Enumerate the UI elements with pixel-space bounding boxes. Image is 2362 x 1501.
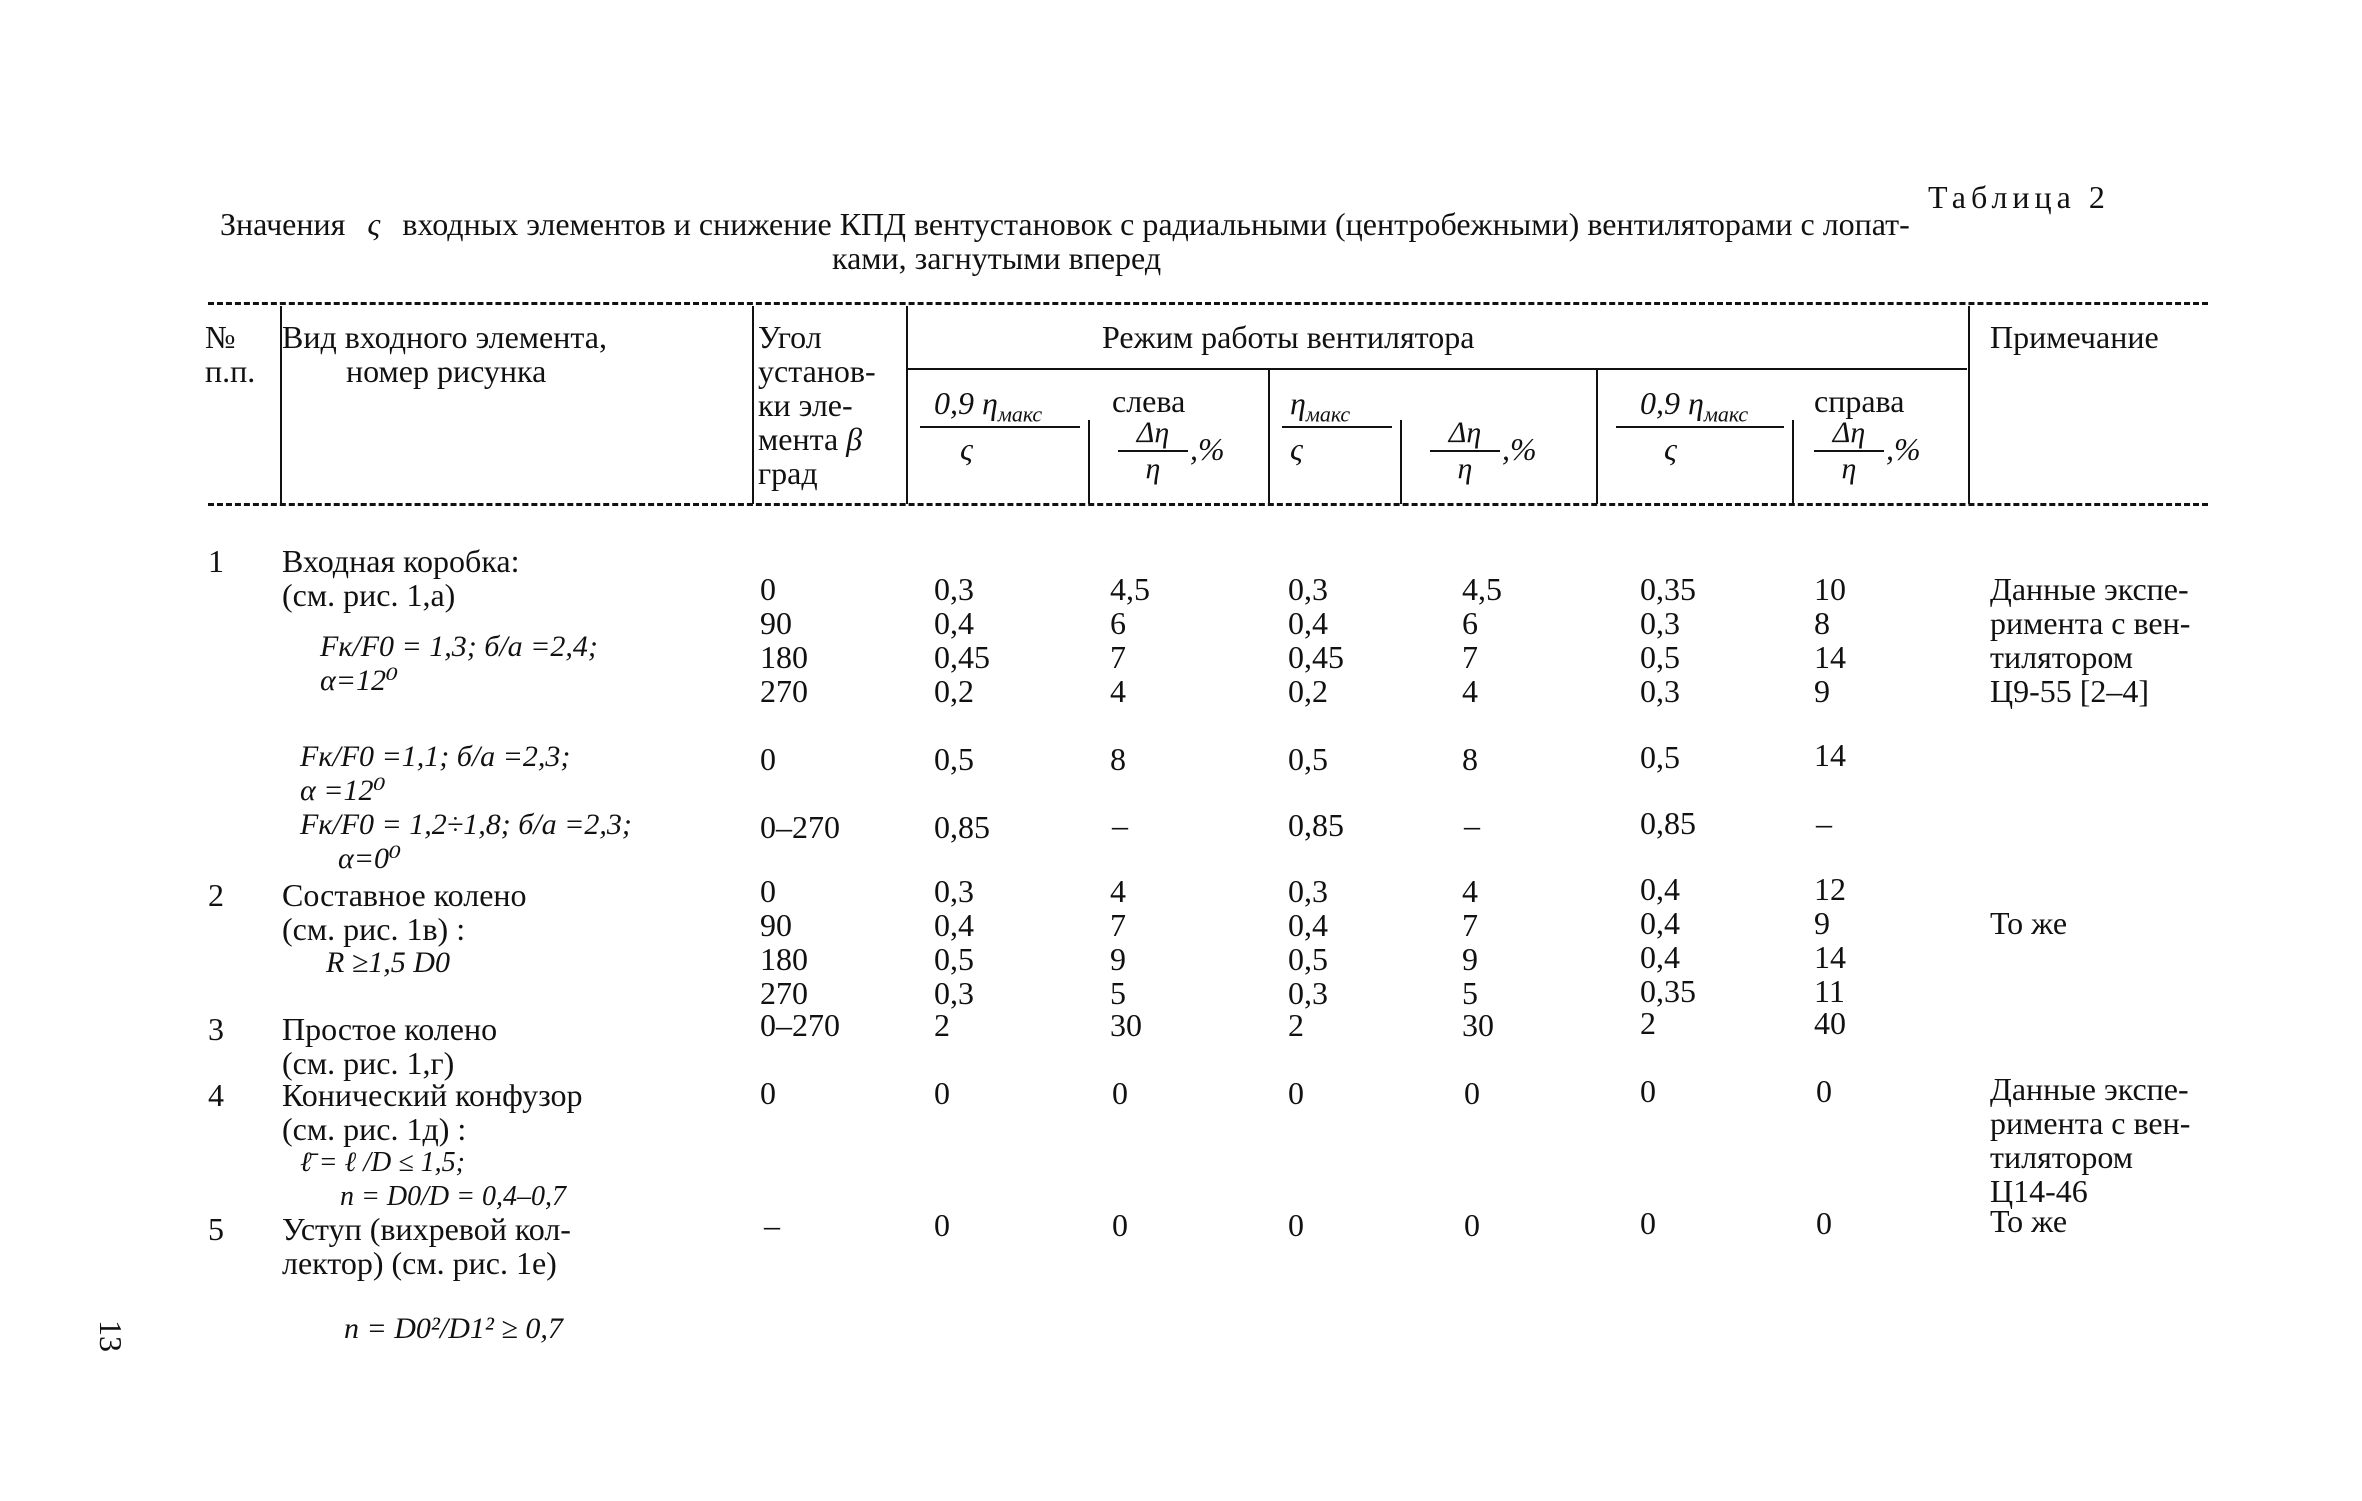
row1-d1-c: 7 — [1110, 639, 1126, 675]
row1-d2-b: 6 — [1462, 605, 1478, 641]
row4-note-line2: римента с вен- — [1990, 1105, 2191, 1141]
row2-c3-b: 0,4 — [1640, 905, 1680, 941]
row1c-d1: – — [1112, 807, 1128, 843]
row1-formula-1: Fк/F0 = 1,3; б/а =2,4; — [320, 630, 598, 663]
row2-d3 — [1814, 872, 1846, 1008]
row1b-c1: 0,5 — [934, 741, 974, 777]
row3-d2: 30 — [1462, 1007, 1494, 1043]
group1-eta-sub: макс — [997, 401, 1043, 427]
row2-name-line2: (см. рис. 1в) : — [282, 911, 466, 947]
group1-eta-den: η — [1145, 452, 1161, 485]
row1-c2-a: 0,3 — [1288, 571, 1328, 607]
row5-name-line2: лектор) (см. рис. 1е) — [282, 1245, 557, 1281]
table-top-rule — [208, 302, 2208, 305]
row4-note-line4: Ц14-46 — [1990, 1173, 2088, 1209]
group2-eta-bar — [1282, 426, 1392, 428]
row2-note: То же — [1990, 905, 2068, 941]
row1-name — [282, 544, 519, 612]
group1-delta: Δη — [1136, 416, 1170, 449]
group1-delta-frac — [1118, 418, 1188, 484]
row1b-angle: 0 — [760, 741, 776, 777]
table-caption-line2: ками, загнутыми вперед — [832, 240, 1162, 276]
row4-formula-2: n = D0/D = 0,4–0,7 — [340, 1181, 567, 1212]
group3-eta-den: η — [1841, 452, 1857, 485]
row1-angle-a: 0 — [760, 571, 776, 607]
group2-eta: η — [1290, 385, 1306, 421]
row1-formula-2: α=12⁰ — [320, 664, 399, 697]
col-sep-2 — [752, 306, 754, 504]
row2-d2-c: 9 — [1462, 941, 1478, 977]
row1-d1-d: 4 — [1110, 673, 1126, 709]
row1-note-line1: Данные экспе- — [1990, 571, 2189, 607]
header-angle — [758, 320, 876, 490]
header-type-line1: Вид входного элемента, — [282, 319, 607, 355]
row3-d1: 30 — [1110, 1007, 1142, 1043]
row3-num: 3 — [208, 1011, 224, 1047]
row4-num: 4 — [208, 1077, 224, 1113]
group1-eta: 0,9 η — [934, 385, 998, 421]
row1-c3 — [1640, 572, 1696, 708]
row2-angle-c: 180 — [760, 941, 808, 977]
row1-d2 — [1462, 572, 1502, 708]
header-num-line1: № — [205, 319, 236, 355]
group3-sigma: ς — [1664, 431, 1677, 467]
row1-c1-d: 0,2 — [934, 673, 974, 709]
group3-delta: Δη — [1832, 416, 1866, 449]
group3-delta-frac — [1814, 418, 1884, 484]
row1-c1-a: 0,3 — [934, 571, 974, 607]
group2-sigma: ς — [1290, 431, 1303, 467]
row2-num: 2 — [208, 877, 224, 913]
row1-c3-a: 0,35 — [1640, 571, 1696, 607]
row2-c3-a: 0,4 — [1640, 871, 1680, 907]
group1-side: слева — [1112, 383, 1186, 419]
row1-d1-a: 4,5 — [1110, 571, 1150, 607]
row1-c1 — [934, 572, 990, 708]
row1-d1-b: 6 — [1110, 605, 1126, 641]
row2-c1 — [934, 874, 974, 1010]
col-sep-6 — [1268, 370, 1270, 504]
row1b-formula-2: α =12⁰ — [300, 774, 386, 807]
row5-formula: n = D0²/D1² ≥ 0,7 — [344, 1312, 563, 1345]
group2-delta: Δη — [1448, 416, 1482, 449]
row1-d1 — [1110, 572, 1150, 708]
header-type-line2: номер рисунка — [346, 353, 547, 389]
table-label: Таблица 2 — [1928, 179, 2110, 215]
row4-name-line1: Конический конфузор — [282, 1077, 583, 1113]
row5-name — [282, 1212, 571, 1280]
row2-name — [282, 878, 527, 946]
group1-eta-bar — [920, 426, 1080, 428]
row1-d3-d: 9 — [1814, 673, 1830, 709]
row2-d1-a: 4 — [1110, 873, 1126, 909]
row1c-c1: 0,85 — [934, 809, 990, 845]
row4-name-line2: (см. рис. 1д) : — [282, 1111, 467, 1147]
caption-rest: входных элементов и снижение КПД вентустановок с радиальными (центробежными) вентиляторами с лопат- — [402, 206, 1910, 242]
row1b-d3: 14 — [1814, 737, 1846, 773]
row1b-formulas — [300, 740, 570, 808]
col-sep-5 — [1088, 420, 1090, 504]
header-mode: Режим работы вентилятора — [1102, 319, 1475, 355]
col-sep-9 — [1792, 420, 1794, 504]
row1c-d2: – — [1464, 807, 1480, 843]
row3-c3: 2 — [1640, 1005, 1656, 1041]
row1c-d3: – — [1816, 805, 1832, 841]
row1-note-line4: Ц9-55 [2–4] — [1990, 673, 2150, 709]
row2-d1-c: 9 — [1110, 941, 1126, 977]
group1-eta-label — [934, 386, 1042, 431]
row5-d2: 0 — [1464, 1207, 1480, 1243]
header-num-line2: п.п. — [205, 353, 256, 389]
row1b-d2: 8 — [1462, 741, 1478, 777]
row1c-formula-2: α=0⁰ — [338, 842, 402, 875]
header-type — [282, 320, 607, 388]
row2-formula: R ≥1,5 D0 — [326, 946, 450, 979]
row2-angle-b: 90 — [760, 907, 792, 943]
sub-header-rule — [907, 368, 1967, 370]
row4-formulas — [300, 1146, 566, 1214]
row1-c3-d: 0,3 — [1640, 673, 1680, 709]
row3-c1: 2 — [934, 1007, 950, 1043]
row1-name-line2: (см. рис. 1,а) — [282, 577, 456, 613]
row1b-c2: 0,5 — [1288, 741, 1328, 777]
row2-d1-d: 5 — [1110, 975, 1126, 1011]
row1-d3-a: 10 — [1814, 571, 1846, 607]
row2-d2 — [1462, 874, 1478, 1010]
caption-prefix: Значения — [220, 206, 346, 242]
row2-d2-a: 4 — [1462, 873, 1478, 909]
group2-eta-label — [1290, 386, 1350, 431]
row1-d2-a: 4,5 — [1462, 571, 1502, 607]
row1c-formula-1: Fк/F0 = 1,2÷1,8; б/а =2,3; — [300, 808, 632, 841]
row1-d3 — [1814, 572, 1846, 708]
row5-d1: 0 — [1112, 1207, 1128, 1243]
row1c-angle: 0–270 — [760, 809, 840, 845]
beta-symbol: β — [846, 421, 863, 457]
row2-c3-d: 0,35 — [1640, 973, 1696, 1009]
col-sep-8 — [1596, 370, 1598, 504]
group3-eta-bar — [1616, 426, 1784, 428]
row1-note — [1990, 572, 2190, 708]
row4-d2: 0 — [1464, 1075, 1480, 1111]
row1-num: 1 — [208, 543, 224, 579]
row4-c3: 0 — [1640, 1073, 1656, 1109]
row2-c2-c: 0,5 — [1288, 941, 1328, 977]
header-angle-line3: ки эле- — [758, 387, 853, 423]
row1-d3-c: 14 — [1814, 639, 1846, 675]
header-bottom-rule — [208, 503, 2208, 506]
row4-note-line3: тилятором — [1990, 1139, 2133, 1175]
header-angle-line1: Угол — [758, 319, 822, 355]
row5-c1: 0 — [934, 1207, 950, 1243]
row1-c2-c: 0,45 — [1288, 639, 1344, 675]
row3-name — [282, 1012, 497, 1080]
group3-eta: 0,9 η — [1640, 385, 1704, 421]
row5-angle: – — [764, 1207, 780, 1243]
row4-c2: 0 — [1288, 1075, 1304, 1111]
row2-angle-d: 270 — [760, 975, 808, 1011]
row4-c1: 0 — [934, 1075, 950, 1111]
header-note: Примечание — [1990, 319, 2159, 355]
row4-angle: 0 — [760, 1075, 776, 1111]
row2-c1-c: 0,5 — [934, 941, 974, 977]
group3-eta-label — [1640, 386, 1748, 431]
row4-note — [1990, 1072, 2190, 1208]
row2-angle-a: 0 — [760, 873, 776, 909]
group1-pct: ,% — [1190, 431, 1225, 467]
row1-c2 — [1288, 572, 1344, 708]
row1b-d1: 8 — [1110, 741, 1126, 777]
row2-c2-a: 0,3 — [1288, 873, 1328, 909]
header-angle-line5: град — [758, 455, 818, 491]
row1-c1-c: 0,45 — [934, 639, 990, 675]
row2-c1-b: 0,4 — [934, 907, 974, 943]
row4-formula-1: ℓ̄ = ℓ /D ≤ 1,5; — [300, 1147, 465, 1178]
row1-c2-b: 0,4 — [1288, 605, 1328, 641]
row2-d1-b: 7 — [1110, 907, 1126, 943]
row2-c1-d: 0,3 — [934, 975, 974, 1011]
row2-c2 — [1288, 874, 1328, 1010]
row1-d2-d: 4 — [1462, 673, 1478, 709]
row1-angle-d: 270 — [760, 673, 808, 709]
row2-c2-b: 0,4 — [1288, 907, 1328, 943]
row5-c3: 0 — [1640, 1205, 1656, 1241]
row3-angle: 0–270 — [760, 1007, 840, 1043]
sigma-symbol: ς — [367, 206, 381, 242]
row2-name-line1: Составное колено — [282, 877, 527, 913]
col-sep-3 — [906, 306, 908, 504]
col-sep-4 — [1968, 306, 1970, 504]
row5-d3: 0 — [1816, 1205, 1832, 1241]
row1b-c3: 0,5 — [1640, 739, 1680, 775]
page-number: 13 — [93, 1320, 129, 1352]
row1-angle-c: 180 — [760, 639, 808, 675]
row2-d3-a: 12 — [1814, 871, 1846, 907]
row1-note-line3: тилятором — [1990, 639, 2133, 675]
header-num — [205, 320, 255, 388]
row2-d2-b: 7 — [1462, 907, 1478, 943]
row2-c3 — [1640, 872, 1696, 1008]
header-angle-word: мента — [758, 421, 839, 457]
row1c-formulas — [300, 808, 632, 876]
row2-c1-a: 0,3 — [934, 873, 974, 909]
group2-pct: ,% — [1502, 431, 1537, 467]
row1-angle-b: 90 — [760, 605, 792, 641]
row3-c2: 2 — [1288, 1007, 1304, 1043]
row4-name — [282, 1078, 583, 1146]
header-angle-line2: установ- — [758, 353, 876, 389]
table-caption-line1 — [220, 207, 1910, 241]
row1b-formula-1: Fк/F0 =1,1; б/а =2,3; — [300, 740, 571, 773]
row4-d3: 0 — [1816, 1073, 1832, 1109]
row1-angles — [760, 572, 808, 708]
row1-note-line2: римента с вен- — [1990, 605, 2191, 641]
group3-side: справа — [1814, 383, 1905, 419]
group3-eta-sub: макс — [1703, 401, 1749, 427]
group1-sigma: ς — [960, 431, 973, 467]
row2-d1 — [1110, 874, 1126, 1010]
row4-note-line1: Данные экспе- — [1990, 1071, 2189, 1107]
row2-d3-c: 14 — [1814, 939, 1846, 975]
row2-d3-d: 11 — [1814, 973, 1845, 1009]
row2-d2-d: 5 — [1462, 975, 1478, 1011]
row1-c1-b: 0,4 — [934, 605, 974, 641]
row4-d1: 0 — [1112, 1075, 1128, 1111]
row1c-c3: 0,85 — [1640, 805, 1696, 841]
row3-name-line2: (см. рис. 1,г) — [282, 1045, 455, 1081]
group2-eta-den: η — [1457, 452, 1473, 485]
row5-note: То же — [1990, 1203, 2068, 1239]
row5-num: 5 — [208, 1211, 224, 1247]
row1-c3-c: 0,5 — [1640, 639, 1680, 675]
row1-d3-b: 8 — [1814, 605, 1830, 641]
row1-formulas — [320, 630, 598, 698]
row1-d2-c: 7 — [1462, 639, 1478, 675]
group2-eta-sub: макс — [1305, 401, 1351, 427]
row3-d3: 40 — [1814, 1005, 1846, 1041]
row2-c2-d: 0,3 — [1288, 975, 1328, 1011]
group3-pct: ,% — [1886, 431, 1921, 467]
row2-angles — [760, 874, 808, 1010]
row1c-c2: 0,85 — [1288, 807, 1344, 843]
row2-d3-b: 9 — [1814, 905, 1830, 941]
header-angle-line4 — [758, 422, 876, 456]
row5-c2: 0 — [1288, 1207, 1304, 1243]
row3-name-line1: Простое колено — [282, 1011, 498, 1047]
row1-name-line1: Входная коробка: — [282, 543, 520, 579]
group2-delta-frac — [1430, 418, 1500, 484]
row5-name-line1: Уступ (вихревой кол- — [282, 1211, 571, 1247]
row1-c2-d: 0,2 — [1288, 673, 1328, 709]
row2-c3-c: 0,4 — [1640, 939, 1680, 975]
row1-c3-b: 0,3 — [1640, 605, 1680, 641]
col-sep-7 — [1400, 420, 1402, 504]
